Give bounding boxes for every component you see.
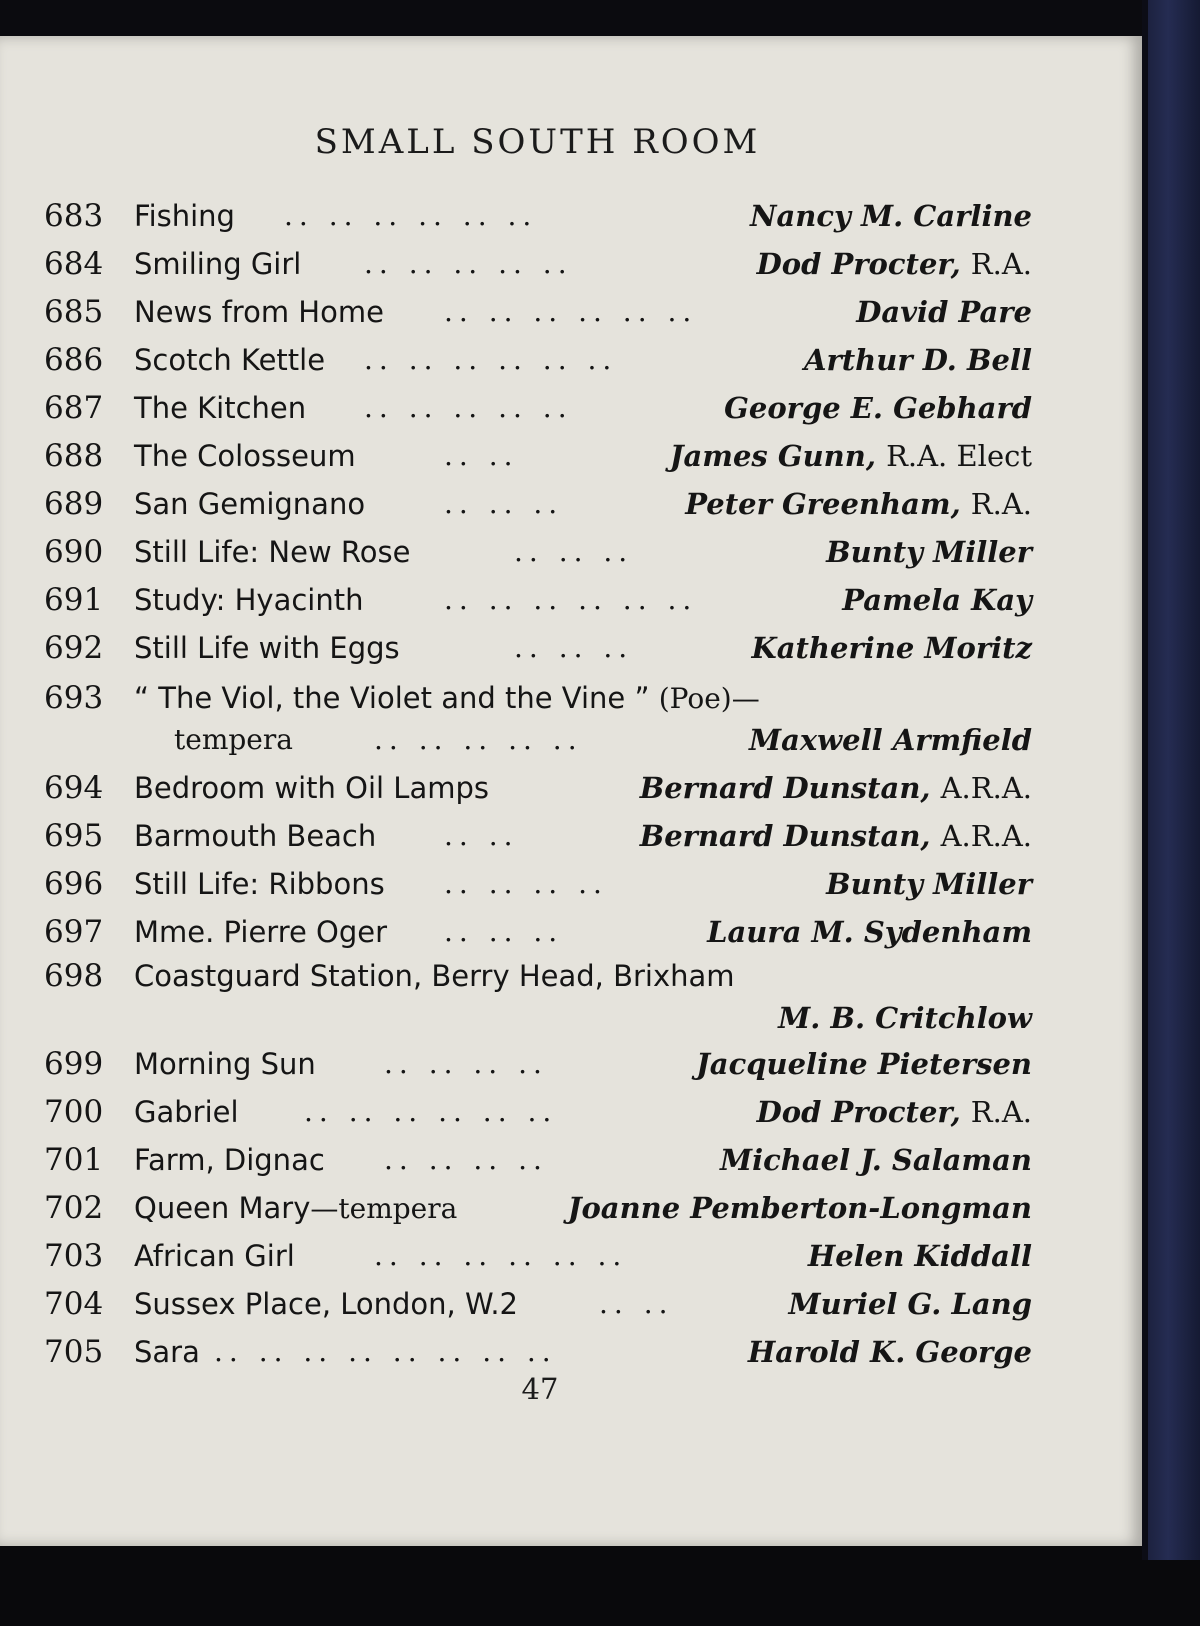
entry-number: 696: [44, 866, 104, 902]
entry-artist: [748, 1330, 1032, 1374]
entry-number: 691: [44, 582, 104, 618]
entry-number: 703: [44, 1238, 104, 1274]
entry-title: Morning Sun: [134, 1047, 316, 1081]
dot-leaders: .. .. ..: [514, 535, 634, 568]
artist-honours: R.A.: [970, 247, 1032, 281]
entry-title: Sara: [134, 1335, 200, 1369]
entry-title: Bedroom with Oil Lamps: [134, 771, 489, 805]
artist-name: Laura M. Sydenham: [707, 915, 1032, 949]
dot-leaders: .. .. .. .. ..: [364, 247, 573, 280]
artist-name: Michael J. Salaman: [720, 1143, 1032, 1177]
entry-number: 695: [44, 818, 104, 854]
catalogue-page: [0, 36, 1142, 1546]
entry-artist: [757, 1090, 1032, 1134]
background-bottom-edge: [0, 1545, 1200, 1626]
entry-row: [44, 386, 1032, 430]
entry-row: [44, 530, 1032, 574]
dot-leaders: .. .. .. .. .. ..: [444, 295, 698, 328]
entry-number: 688: [44, 438, 104, 474]
dot-leaders: .. .. ..: [444, 487, 564, 520]
dot-leaders: .. .. .. ..: [444, 867, 608, 900]
dot-leaders: .. ..: [444, 439, 519, 472]
entry-row: [44, 766, 1032, 810]
artist-name: Pamela Kay: [842, 583, 1032, 617]
entry-title: Mme. Pierre Oger: [134, 915, 388, 949]
entry-artist: [685, 482, 1032, 526]
dot-leaders: .. ..: [599, 1287, 674, 1320]
entry-row: [44, 1186, 1032, 1230]
artist-honours: A.R.A.: [940, 819, 1032, 853]
artist-name: Bunty Miller: [826, 535, 1032, 569]
book-cover-edge: [1142, 0, 1200, 1560]
entry-number: 702: [44, 1190, 104, 1226]
entry-row: [44, 1090, 1032, 1134]
artist-name: Maxwell Armfield: [748, 723, 1032, 757]
entry-row: [44, 1282, 1032, 1326]
entry-list: [0, 36, 1142, 1546]
entry-number: 689: [44, 486, 104, 522]
entry-artist: [757, 242, 1032, 286]
entry-title: Coastguard Station, Berry Head, Brixham: [134, 959, 735, 993]
artist-name: Bernard Dunstan,: [639, 771, 931, 805]
page-heading: SMALL SOUTH ROOM: [314, 122, 761, 162]
artist-name: Helen Kiddall: [807, 1239, 1032, 1273]
entry-number: 686: [44, 342, 104, 378]
entry-title: Study: Hyacinth: [134, 583, 364, 617]
artist-name: Peter Greenham,: [685, 487, 961, 521]
dot-leaders: .. .. .. .. .. ..: [304, 1095, 558, 1128]
entry-row-continuation: [44, 718, 1032, 762]
entry-number: 687: [44, 390, 104, 426]
dot-leaders: .. ..: [444, 819, 519, 852]
entry-number: 704: [44, 1286, 104, 1322]
artist-name: Jacqueline Pietersen: [696, 1047, 1032, 1081]
artist-name: Nancy M. Carline: [750, 199, 1032, 233]
dot-leaders: .. .. .. .. ..: [374, 723, 583, 756]
entry-title: Still Life: New Rose: [134, 535, 411, 569]
entry-row: [44, 676, 1032, 720]
artist-name: Joanne Pemberton-Longman: [567, 1191, 1032, 1225]
entry-title: Farm, Dignac: [134, 1143, 325, 1177]
entry-artist: [808, 1234, 1032, 1278]
artist-name: David Pare: [856, 295, 1032, 329]
page-number: 47: [521, 1372, 559, 1406]
entry-row: [44, 954, 1032, 998]
entry-row: [44, 626, 1032, 670]
artist-name: Harold K. George: [747, 1335, 1032, 1369]
artist-name: George E. Gebhard: [724, 391, 1032, 425]
entry-row: [44, 1042, 1032, 1086]
artist-name: Katherine Moritz: [751, 631, 1032, 665]
entry-title: Still Life: Ribbons: [134, 867, 385, 901]
entry-artist: [707, 910, 1032, 954]
entry-artist: [724, 386, 1032, 430]
entry-number: 693: [44, 680, 104, 716]
entry-row: [44, 1330, 1032, 1374]
dot-leaders: .. .. .. .. .. ..: [444, 583, 698, 616]
entry-number: 692: [44, 630, 104, 666]
title-text: Queen Mary: [134, 1191, 311, 1225]
entry-artist: [856, 290, 1032, 334]
entry-row: [44, 338, 1032, 382]
title-text: “ The Viol, the Violet and the Vine ”: [134, 681, 650, 715]
dot-leaders: .. .. .. .. .. ..: [364, 343, 618, 376]
entry-artist: [804, 338, 1032, 382]
dot-leaders: .. .. ..: [514, 631, 634, 664]
artist-name: James Gunn,: [669, 439, 876, 473]
entry-row: [44, 194, 1032, 238]
artist-name: Bunty Miller: [826, 867, 1032, 901]
entry-title: Scotch Kettle: [134, 343, 326, 377]
entry-title: Barmouth Beach: [134, 819, 377, 853]
entry-artist: [842, 578, 1032, 622]
entry-artist: [826, 862, 1032, 906]
entry-artist: [696, 1042, 1032, 1086]
entry-title: [134, 676, 760, 721]
entry-number: 697: [44, 914, 104, 950]
entry-artist: [826, 530, 1032, 574]
entry-title: San Gemignano: [134, 487, 366, 521]
entry-medium: —tempera: [310, 1192, 458, 1225]
entry-artist: [788, 1282, 1032, 1326]
entry-row: [44, 910, 1032, 954]
entry-number: 705: [44, 1334, 104, 1370]
artist-honours: R.A.: [970, 487, 1032, 521]
entry-title: Gabriel: [134, 1095, 239, 1129]
dot-leaders: .. .. .. .. ..: [364, 391, 573, 424]
artist-name: Arthur D. Bell: [803, 343, 1032, 377]
entry-row: [44, 862, 1032, 906]
entry-row: [44, 434, 1032, 478]
entry-number: 700: [44, 1094, 104, 1130]
entry-title: Fishing: [134, 199, 235, 233]
entry-artist: [752, 626, 1032, 670]
entry-artist: [720, 1138, 1032, 1182]
entry-number: 685: [44, 294, 104, 330]
entry-title: Still Life with Eggs: [134, 631, 400, 665]
dot-leaders: .. .. .. ..: [384, 1143, 548, 1176]
entry-row: [44, 290, 1032, 334]
entry-artist: [640, 766, 1032, 810]
entry-number: 699: [44, 1046, 104, 1082]
entry-number: 694: [44, 770, 104, 806]
entry-number: 701: [44, 1142, 104, 1178]
entry-number: 690: [44, 534, 104, 570]
artist-honours: A.R.A.: [940, 771, 1032, 805]
entry-row: [44, 1138, 1032, 1182]
entry-title: The Colosseum: [134, 439, 356, 473]
entry-artist: [568, 1186, 1032, 1230]
entry-title: African Girl: [134, 1239, 295, 1273]
artist-name: Dod Procter,: [756, 1095, 961, 1129]
entry-artist: [778, 996, 1032, 1040]
entry-row: [44, 1234, 1032, 1278]
entry-artist: [670, 434, 1032, 478]
artist-honours: R.A. Elect: [886, 439, 1032, 473]
dot-leaders: .. .. .. .. .. ..: [284, 199, 538, 232]
entry-title: [134, 1186, 457, 1231]
dot-leaders: .. .. .. ..: [384, 1047, 548, 1080]
entry-row: [44, 814, 1032, 858]
artist-name: Bernard Dunstan,: [639, 819, 931, 853]
title-note: (Poe)—: [658, 682, 760, 715]
entry-medium: tempera: [174, 723, 293, 756]
entry-title: Smiling Girl: [134, 247, 302, 281]
entry-row: [44, 482, 1032, 526]
dot-leaders: .. .. ..: [444, 915, 564, 948]
entry-title: News from Home: [134, 295, 384, 329]
entry-artist: [749, 718, 1032, 762]
entry-number: 698: [44, 958, 104, 994]
entry-row: [44, 578, 1032, 622]
dot-leaders: .. .. .. .. .. ..: [374, 1239, 628, 1272]
entry-artist: [750, 194, 1032, 238]
entry-row: [44, 242, 1032, 286]
entry-row-continuation: [44, 996, 1032, 1040]
artist-name: M. B. Critchlow: [778, 1001, 1032, 1035]
entry-number: 683: [44, 198, 104, 234]
entry-title: Sussex Place, London, W.2: [134, 1287, 519, 1321]
dot-leaders: .. .. .. .. .. .. .. ..: [214, 1335, 557, 1368]
entry-artist: [640, 814, 1032, 858]
entry-number: 684: [44, 246, 104, 282]
artist-name: Dod Procter,: [756, 247, 961, 281]
artist-honours: R.A.: [970, 1095, 1032, 1129]
entry-title: The Kitchen: [134, 391, 307, 425]
artist-name: Muriel G. Lang: [788, 1287, 1032, 1321]
